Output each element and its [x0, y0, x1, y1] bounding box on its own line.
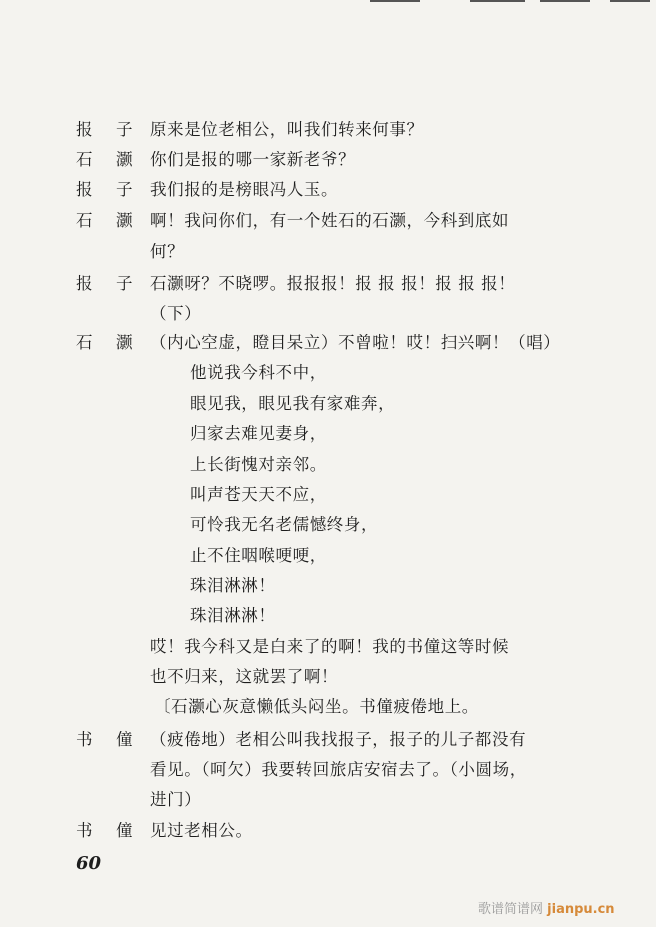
lyric-line [0, 483, 656, 507]
line-text: 看见。（呵欠）我要转回旅店安宿去了。（小圆场， [150, 760, 527, 779]
speaker-name: 僮 [116, 730, 133, 749]
speaker-name: 灏 [116, 211, 133, 230]
line-text: 也不归来，这就罢了啊！ [150, 667, 339, 686]
lyric-line [0, 392, 656, 416]
top-rule [470, 0, 525, 2]
line-text: 止不住咽喉哽哽， [190, 546, 327, 565]
continuation-line [0, 302, 656, 326]
speaker-name: 报 [76, 180, 93, 199]
line-text: 眼见我，眼见我有家难奔， [190, 394, 396, 413]
speaker-name: 子 [116, 120, 133, 139]
line-text: 见过老相公。 [150, 821, 253, 840]
speaker-name: 子 [116, 180, 133, 199]
stage-direction [0, 695, 656, 719]
continuation-line [0, 758, 656, 782]
speaker-name: 石 [76, 333, 93, 352]
speaker-name: 子 [116, 274, 133, 293]
line-text: 石灏呀？不晓啰。报报报！报 报 报！报 报 报！ [150, 274, 516, 293]
continuation-line [0, 788, 656, 812]
dialogue-line [0, 178, 656, 202]
line-text: （疲倦地）老相公叫我找报子，报子的儿子都没有 [150, 730, 527, 749]
speaker-name: 石 [76, 211, 93, 230]
continuation-line [0, 240, 656, 264]
continuation-line [0, 665, 656, 689]
lyric-line [0, 513, 656, 537]
dialogue-line [0, 331, 656, 355]
speaker-name: 灏 [116, 333, 133, 352]
line-text: 原来是位老相公，叫我们转来何事？ [150, 120, 424, 139]
page-number: 60 [76, 853, 102, 874]
line-text: 我们报的是榜眼冯人玉。 [150, 180, 339, 199]
line-text: 珠泪淋淋！ [190, 576, 276, 595]
watermark-en: jianpu.cn [547, 902, 615, 917]
speaker-name: 灏 [116, 150, 133, 169]
lyric-line [0, 544, 656, 568]
dialogue-line [0, 148, 656, 172]
line-text: 他说我今科不中， [190, 363, 327, 382]
watermark-cn: 歌谱简谱网 [478, 902, 544, 917]
lyric-line [0, 361, 656, 385]
lyric-line [0, 574, 656, 598]
top-rule [540, 0, 590, 2]
lyric-line [0, 453, 656, 477]
line-text: 归家去难见妻身， [190, 424, 327, 443]
lyric-line [0, 604, 656, 628]
speaker-name: 书 [76, 730, 93, 749]
dialogue-line [0, 728, 656, 752]
speaker-name: 报 [76, 120, 93, 139]
dialogue-line [0, 209, 656, 233]
line-text: （下） [150, 304, 202, 323]
line-text: 可怜我无名老儒憾终身， [190, 515, 379, 534]
speaker-name: 石 [76, 150, 93, 169]
watermark [478, 898, 615, 917]
speaker-name: 僮 [116, 821, 133, 840]
dialogue-line [0, 819, 656, 843]
dialogue-line [0, 272, 656, 296]
top-rule [610, 0, 650, 2]
line-text: 上长街愧对亲邻。 [190, 455, 327, 474]
line-text: 你们是报的哪一家新老爷？ [150, 150, 356, 169]
dialogue-line [0, 118, 656, 142]
line-text: 进门） [150, 790, 202, 809]
speaker-name: 书 [76, 821, 93, 840]
line-text: 哎！我今科又是白来了的啊！我的书僮这等时候 [150, 637, 510, 656]
line-text: 啊！我问你们，有一个姓石的石灏，今科到底如 [150, 211, 510, 230]
line-text: 珠泪淋淋！ [190, 606, 276, 625]
lyric-line [0, 422, 656, 446]
line-text: 叫声苍天天不应， [190, 485, 327, 504]
line-text: 〔石灏心灰意懒低头闷坐。书僮疲倦地上。 [154, 697, 479, 716]
line-text: 何？ [150, 242, 185, 261]
top-rule [370, 0, 420, 2]
continuation-line [0, 635, 656, 659]
speaker-name: 报 [76, 274, 93, 293]
line-text: （内心空虚，瞪目呆立）不曾啦！哎！扫兴啊！（唱） [150, 333, 561, 352]
